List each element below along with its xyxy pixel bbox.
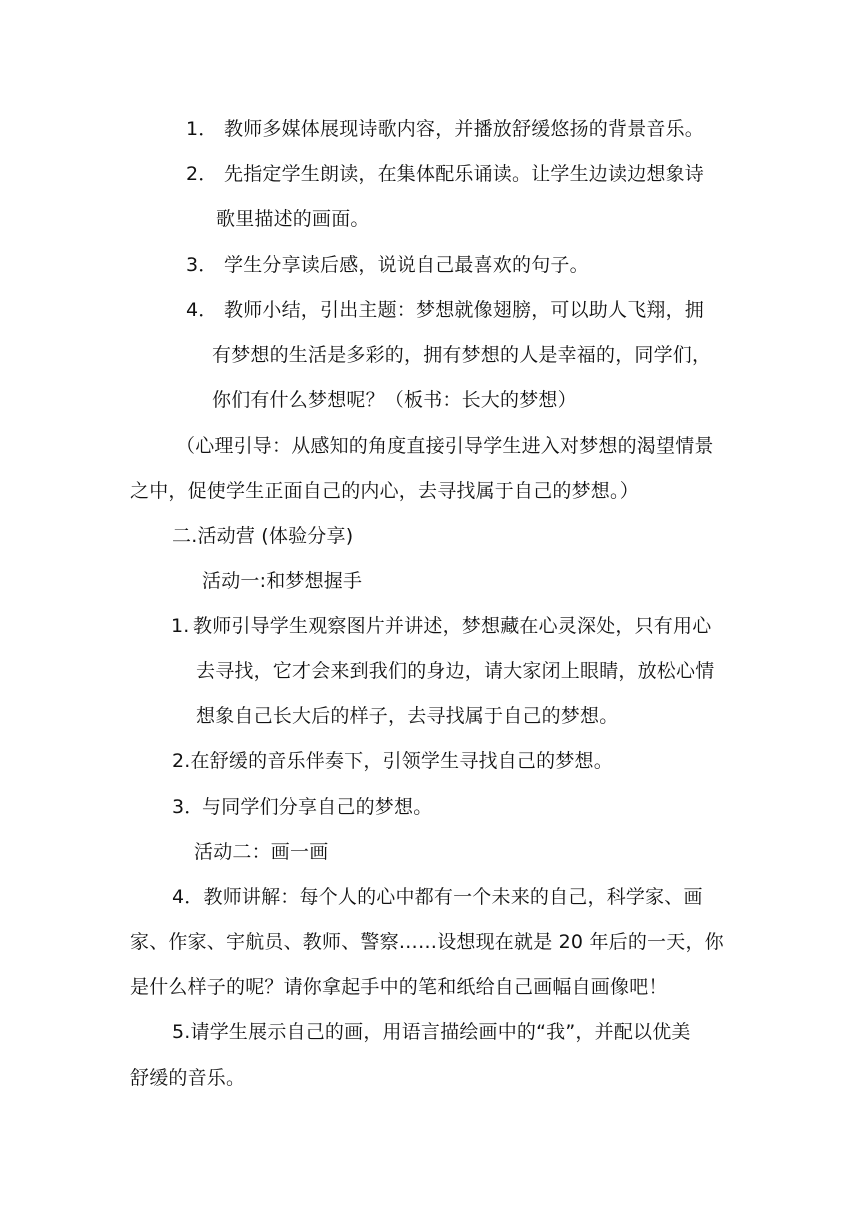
activity-item-1-continued: 想象自己长大后的样子，去寻找属于自己的梦想。 (196, 705, 619, 727)
list-item-2-continued: 歌里描述的画面。 (216, 208, 370, 230)
paragraph-line: 舒缓的音乐。 (130, 1067, 246, 1089)
activity-item-1-continued: 去寻找，它才会来到我们的身边，请大家闭上眼睛，放松心情 (196, 660, 715, 682)
activity-item-2 (172, 749, 613, 773)
list-number: 2． (186, 163, 218, 185)
list-text: 学生分享读后感，说说自己最喜欢的句子。 (224, 254, 589, 276)
activity-item-1 (171, 614, 711, 638)
paragraph-line: 5.请学生展示自己的画，用语言描绘画中的“我”，并配以优美 (172, 1021, 691, 1043)
list-number: 4． (186, 299, 218, 321)
activity-item-3 (172, 795, 432, 819)
list-number: 1. (171, 615, 190, 637)
list-item-2 (186, 162, 704, 186)
list-item-3 (186, 253, 589, 277)
activity-heading: 活动一:和梦想握手 (202, 570, 363, 592)
psych-note-line: 之中，促使学生正面自己的内心，去寻找属于自己的梦想。） (130, 480, 639, 502)
list-text: 先指定学生朗读，在集体配乐诵读。让学生边读边想象诗 (224, 163, 705, 185)
list-text: 在舒缓的音乐伴奏下，引领学生寻找自己的梦想。 (190, 750, 613, 772)
list-number: 1． (186, 118, 218, 140)
list-number: 3． (172, 796, 204, 818)
list-item-4-continued: 有梦想的生活是多彩的，拥有梦想的人是幸福的，同学们， (212, 344, 712, 366)
paragraph-line: 是什么样子的呢？请你拿起手中的笔和纸给自己画幅自画像吧！ (130, 976, 668, 998)
paragraph-line: 4．教师讲解：每个人的心中都有一个未来的自己，科学家、画 (172, 886, 703, 908)
section-heading: 二.活动营 (体验分享) (172, 525, 354, 547)
list-number: 2. (172, 750, 191, 772)
list-text: 教师多媒体展现诗歌内容，并播放舒缓悠扬的背景音乐。 (224, 118, 705, 140)
list-item-4 (186, 298, 704, 322)
list-text: 与同学们分享自己的梦想。 (202, 796, 433, 818)
list-number: 3． (186, 254, 218, 276)
list-text: 教师引导学生观察图片并讲述，梦想藏在心灵深处，只有用心 (193, 615, 712, 637)
activity-heading: 活动二：画一画 (194, 841, 329, 863)
paragraph-line: 家、作家、宇航员、教师、警察……设想现在就是 20 年后的一天，你 (130, 931, 724, 953)
list-text: 教师小结，引出主题：梦想就像翅膀，可以助人飞翔，拥 (224, 299, 705, 321)
list-item-1 (186, 117, 704, 141)
list-item-4-continued: 你们有什么梦想呢？（板书：长大的梦想） (212, 389, 577, 411)
psych-note-line: （心理引导：从感知的角度直接引导学生进入对梦想的渴望情景 (176, 435, 714, 457)
